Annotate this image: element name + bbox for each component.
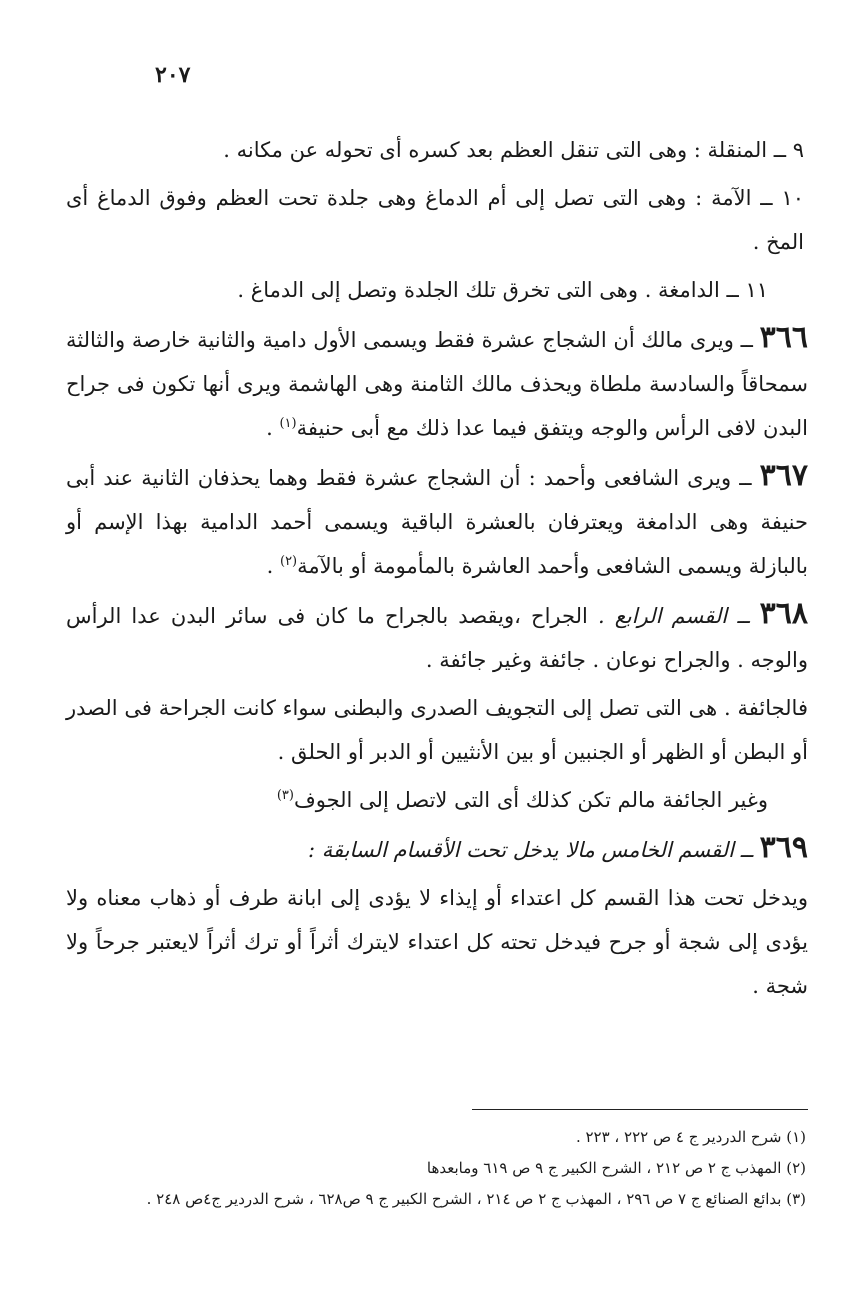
footnote-ref: (٣) [276,788,294,803]
paragraph-369 [66,826,808,872]
paragraph-text: ٩ ــ المنقلة : وهى التى تنقل العظم بعد كسره أى تحوله عن مكانه . [223,138,804,162]
footnote-item: (١) شرح الدردير ج ٤ ص ٢٢٢ ، ٢٢٣ . [575,1128,806,1146]
paragraph-number: ٣٦٧ [759,458,808,493]
paragraph-text: الجراح ،ويقصد بالجراح ما كان فى سائر البدن عدا الرأس والوجه . والجراح نوعان . جائفة وغير جائفة . [66,604,808,672]
footnote-item: (٣) بدائع الصنائع ج ٧ ص ٢٩٦ ، المهذب ج ٢ ص ٢١٤ ، الشرح الكبير ج ٩ ص٦٢٨ ، شرح الدردير ج٤ص ٢٤٨ . [146,1190,806,1208]
paragraph-number: ٣٦٩ [759,830,808,865]
paragraph-number: ٣٦٨ [759,596,808,631]
section-heading: ــ القسم الخامس مالا يدخل تحت الأقسام السابقة : [307,838,760,862]
paragraph-368 [66,592,808,682]
footnotes [66,1122,806,1215]
paragraph-text: ــ ويرى الشافعى وأحمد : أن الشجاج عشرة فقط وهما يحذفان الثانية عند أبى حنيفة وهى الدامغة ويعترفان بالعشرة الباقية ويسمى أحمد الدامية بهذا الإسم أو بالبازلة ويسمى الشافعى وأحمد العاشرة بالمأمومة أو بالآمة [66,466,808,578]
page-number: ٢٠٧ [155,62,191,88]
paragraph-text: فالجائفة . هى التى تصل إلى التجويف الصدرى والبطنى سواء كانت الجراحة فى الصدر أو البطن أو الظهر أو الجنبين أو بين الأنثيين أو الدبر أو الحلق . [66,696,808,764]
paragraph-end: . [266,554,280,578]
footnote-ref: (٢) [279,554,298,569]
paragraph-item-11 [66,268,808,312]
footnote-divider [472,1109,808,1110]
paragraph-text: وغير الجائفة مالم تكن كذلك أى التى لاتصل إلى الجوف [293,788,768,812]
paragraph-end: . [266,416,280,440]
paragraph-367 [66,454,808,588]
paragraph-366 [66,316,808,450]
footnote-item: (٢) المهذب ج ٢ ص ٢١٢ ، الشرح الكبير ج ٩ ص ٦١٩ ومابعدها [426,1159,806,1177]
paragraph-text: ويدخل تحت هذا القسم كل اعتداء أو إيذاء لا يؤدى إلى ابانة طرف أو ذهاب معناه ولا يؤدى إلى شجة أو جرح فيدخل تحته كل اعتداء لايترك أثراً أو ترك أثراً لايعتبر جرحاً ولا شجة . [66,886,808,998]
footnote-ref: (١) [279,416,297,431]
paragraph-number: ٣٦٦ [759,320,808,355]
paragraph-item-10 [66,176,808,264]
paragraph-text: ١٠ ــ الآمة : وهى التى تصل إلى أم الدماغ وهى جلدة تحت العظم وفوق الدماغ أى المخ . [66,186,804,254]
body-text [66,128,808,1012]
paragraph-fifth-section [66,876,808,1008]
paragraph-text: ــ ويرى مالك أن الشجاج عشرة فقط ويسمى الأول دامية والثانية خارصة والثالثة سمحاقاً والسادسة ملطاة ويحذف مالك الثامنة وهى الهاشمة ويرى أنها تكون فى جراح البدن لافى الرأس والوجه ويتفق فيما عدا ذلك مع أبى حنيفة [66,328,808,440]
section-heading: ــ القسم الرابع . [597,604,760,628]
paragraph-jaifa [66,686,808,774]
paragraph-text: ١١ ــ الدامغة . وهى التى تخرق تلك الجلدة وتصل إلى الدماغ . [237,278,768,302]
paragraph-ghayr-jaifa [66,778,808,822]
paragraph-item-9 [66,128,808,172]
